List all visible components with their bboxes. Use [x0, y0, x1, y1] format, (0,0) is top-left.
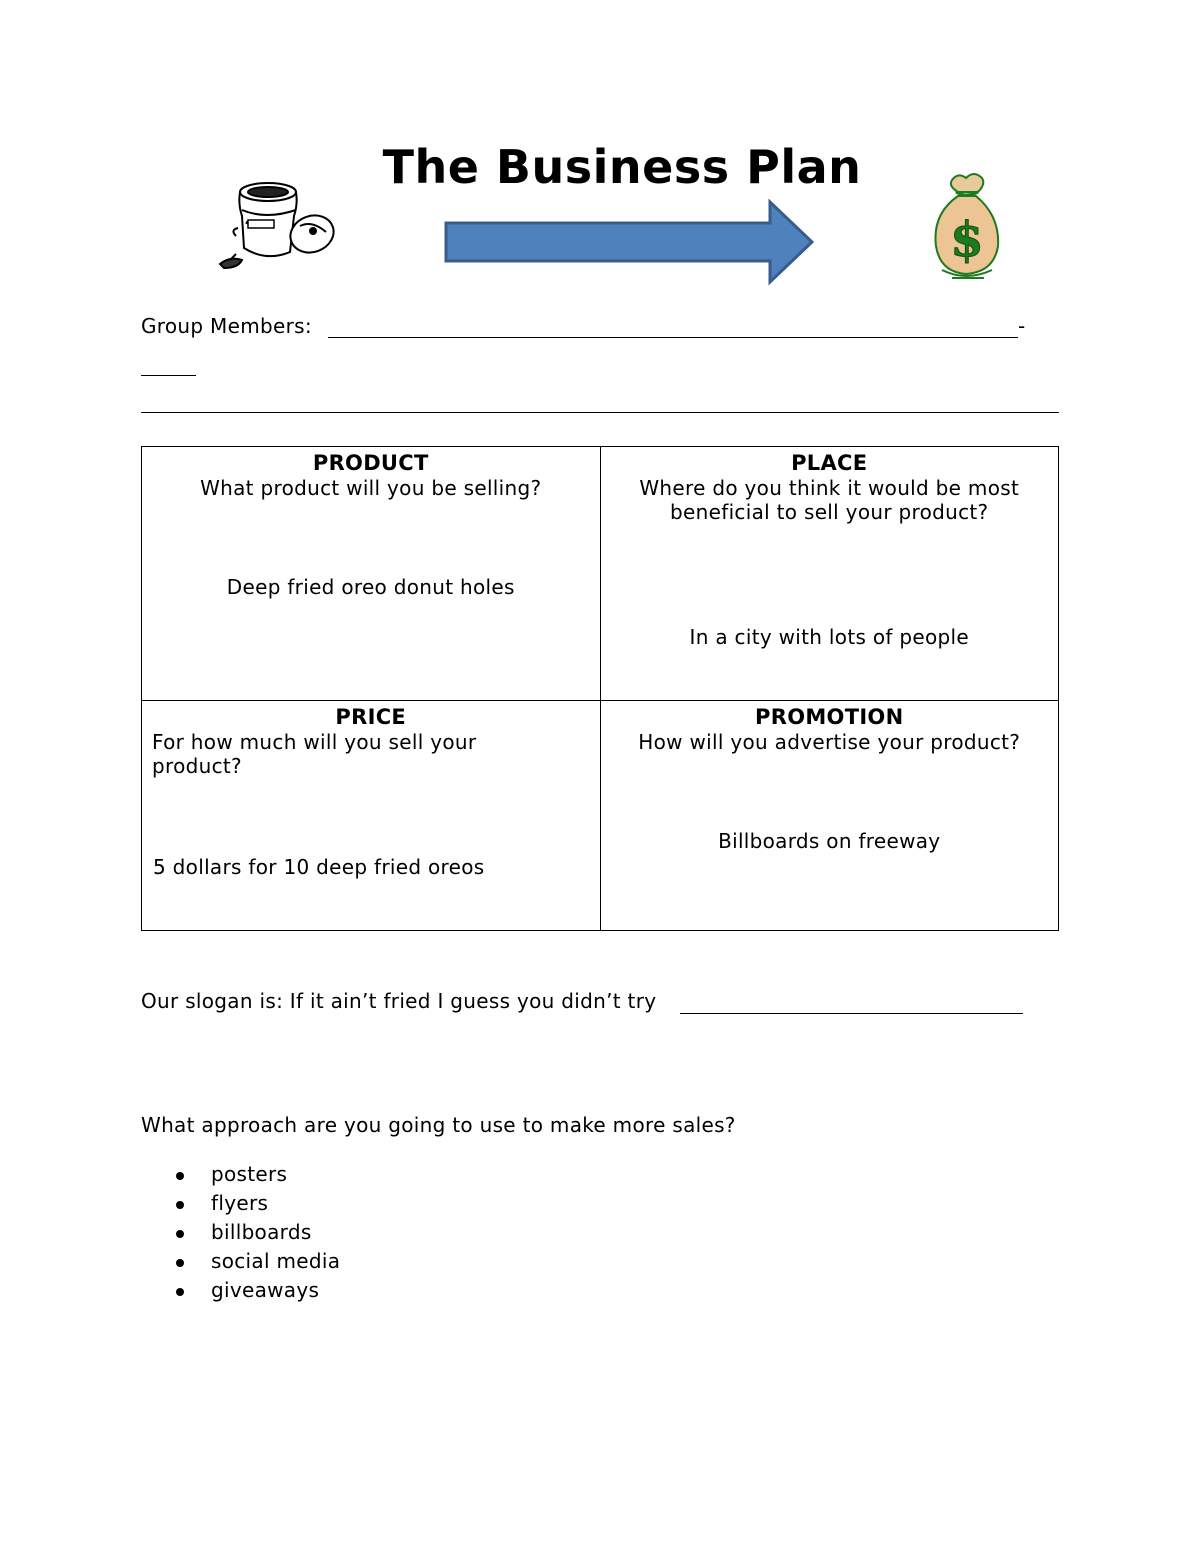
price-answer[interactable]: 5 dollars for 10 deep fried oreos	[153, 855, 485, 879]
right-arrow-icon	[442, 198, 818, 286]
place-question: Where do you think it would be most beneficial to sell your product?	[639, 476, 1020, 524]
promotion-question: How will you advertise your product?	[638, 730, 1021, 754]
approach-list	[168, 1160, 340, 1305]
approach-question: What approach are you going to use to make more sales?	[141, 1113, 736, 1137]
group-members-blank-continued[interactable]	[141, 355, 196, 376]
price-question: For how much will you sell your product?	[152, 730, 477, 778]
list-item: flyers	[168, 1189, 340, 1218]
list-item: posters	[168, 1160, 340, 1189]
group-members-blank[interactable]	[328, 315, 1018, 338]
price-cell	[142, 701, 601, 931]
money-bag-icon	[928, 170, 1004, 288]
product-heading: PRODUCT	[312, 451, 429, 475]
promotion-cell	[600, 701, 1059, 931]
place-answer[interactable]: In a city with lots of people	[689, 625, 969, 649]
list-item: social media	[168, 1247, 340, 1276]
product-answer[interactable]: Deep fried oreo donut holes	[226, 575, 515, 599]
promotion-answer[interactable]: Billboards on freeway	[718, 829, 941, 853]
place-cell	[600, 447, 1059, 701]
group-members-dash: -	[1018, 314, 1026, 338]
promotion-heading: PROMOTION	[755, 705, 904, 729]
group-members-label: Group Members:	[141, 314, 312, 338]
price-heading: PRICE	[335, 705, 407, 729]
cooking-pot-icon	[216, 176, 342, 272]
page-title: The Business Plan	[382, 140, 862, 194]
svg-text:$: $	[950, 212, 984, 268]
list-item: giveaways	[168, 1276, 340, 1305]
slogan-blank[interactable]	[680, 991, 1023, 1014]
product-cell	[142, 447, 601, 701]
place-heading: PLACE	[791, 451, 868, 475]
list-item: billboards	[168, 1218, 340, 1247]
product-question: What product will you be selling?	[200, 476, 542, 500]
slogan-text: Our slogan is: If it ain’t fried I guess you didn’t try	[141, 989, 657, 1013]
four-p-grid	[141, 446, 1059, 931]
group-members-blank-line-2[interactable]	[141, 392, 1059, 413]
